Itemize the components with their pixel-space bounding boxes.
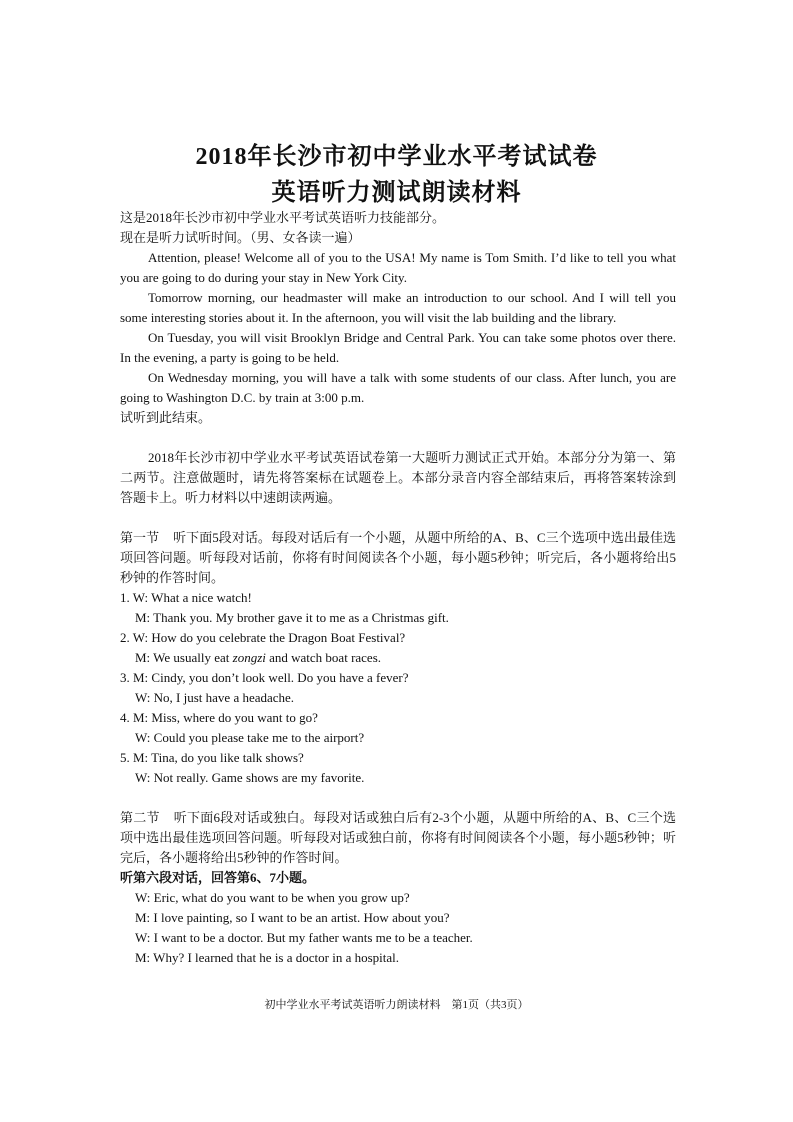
trial-paragraph: On Wednesday morning, you will have a talk with some students of our class. After lunch, you are going to Washington D.C. by train at 3:00 p.m. bbox=[120, 370, 676, 405]
dialogue-question: 1. W: What a nice watch! bbox=[120, 590, 252, 605]
section1-label: 第一节 bbox=[120, 530, 160, 545]
section1-instruction bbox=[120, 528, 676, 588]
intro-line-2: 现在是听力试听时间。（男、女各读一遍） bbox=[120, 230, 361, 245]
official-start-paragraph: 2018年长沙市初中学业水平考试英语试卷第一大题听力测试正式开始。本部分分为第一、第二两节。注意做题时，请先将答案标在试题卷上。本部分录音内容全部结束后，再将答案转涂到答题卡上。听力材料以中速朗读两遍。 bbox=[120, 450, 676, 505]
dialogue-question: 5. M: Tina, do you like talk shows? bbox=[120, 750, 304, 765]
spacer bbox=[120, 788, 676, 808]
answer-text: M: We usually eat bbox=[135, 650, 233, 665]
dialogue-line: W: Eric, what do you want to be when you grow up? bbox=[135, 890, 410, 905]
page-footer: 初中学业水平考试英语听力朗读材料 第1页（共3页） bbox=[264, 999, 529, 1011]
section2-label: 第二节 bbox=[120, 810, 160, 825]
answer-italic-word: zongzi bbox=[232, 650, 266, 665]
spacer bbox=[120, 508, 676, 528]
trial-paragraph: On Tuesday, you will visit Brooklyn Bridge and Central Park. You can take some photos over there. In the evening, a party is going to be held. bbox=[120, 330, 676, 365]
trial-end: 试听到此结束。 bbox=[120, 410, 212, 425]
part6-heading: 听第六段对话，回答第6、7小题。 bbox=[120, 870, 316, 885]
dialogue-answer: M: Thank you. My brother gave it to me as a Christmas gift. bbox=[135, 610, 449, 625]
section2-instruction-text: 听下面6段对话或独白。每段对话或独白后有2-3个小题，从题中所给的A、B、C三个选项中选出最佳选项回答问题。听每段对话或独白前，你将有时间阅读各个小题，每小题5秒钟；听完后，各小题将给出5秒钟的作答时间。 bbox=[120, 810, 676, 865]
intro-line-1: 这是2018年长沙市初中学业水平考试英语听力技能部分。 bbox=[120, 210, 446, 225]
section2-instruction bbox=[120, 808, 676, 868]
dialogue-answer: W: Not really. Game shows are my favorite. bbox=[135, 770, 365, 785]
document-body bbox=[120, 208, 676, 968]
dialogue-question: 4. M: Miss, where do you want to go? bbox=[120, 710, 318, 725]
dialogue-question: 2. W: How do you celebrate the Dragon Boat Festival? bbox=[120, 630, 406, 645]
trial-paragraph: Attention, please! Welcome all of you to the USA! My name is Tom Smith. I’d like to tell you what you are going to do during your stay in New York City. bbox=[120, 250, 676, 285]
section1-instruction-text: 听下面5段对话。每段对话后有一个小题，从题中所给的A、B、C三个选项中选出最佳选项回答问题。听每段对话前，你将有时间阅读各个小题，每小题5秒钟；听完后，各小题将给出5秒钟的作答时间。 bbox=[120, 530, 676, 585]
dialogue-question: 3. M: Cindy, you don’t look well. Do you have a fever? bbox=[120, 670, 409, 685]
spacer bbox=[120, 428, 676, 448]
answer-text: and watch boat races. bbox=[265, 650, 382, 665]
dialogue-answer: W: No, I just have a headache. bbox=[135, 690, 295, 705]
page-subtitle: 英语听力测试朗读材料 bbox=[271, 180, 522, 206]
dialogue-line: M: I love painting, so I want to be an artist. How about you? bbox=[135, 910, 450, 925]
trial-paragraph: Tomorrow morning, our headmaster will make an introduction to our school. And I will tell you some interesting stories about it. In the afternoon, you will visit the lab building and the library. bbox=[120, 290, 676, 325]
dialogue-answer bbox=[120, 648, 676, 668]
page-title: 2018年长沙市初中学业水平考试试卷 bbox=[195, 144, 598, 170]
dialogue-line: W: I want to be a doctor. But my father wants me to be a teacher. bbox=[135, 930, 473, 945]
dialogue-answer: W: Could you please take me to the airport? bbox=[135, 730, 365, 745]
dialogue-line: M: Why? I learned that he is a doctor in a hospital. bbox=[135, 950, 400, 965]
